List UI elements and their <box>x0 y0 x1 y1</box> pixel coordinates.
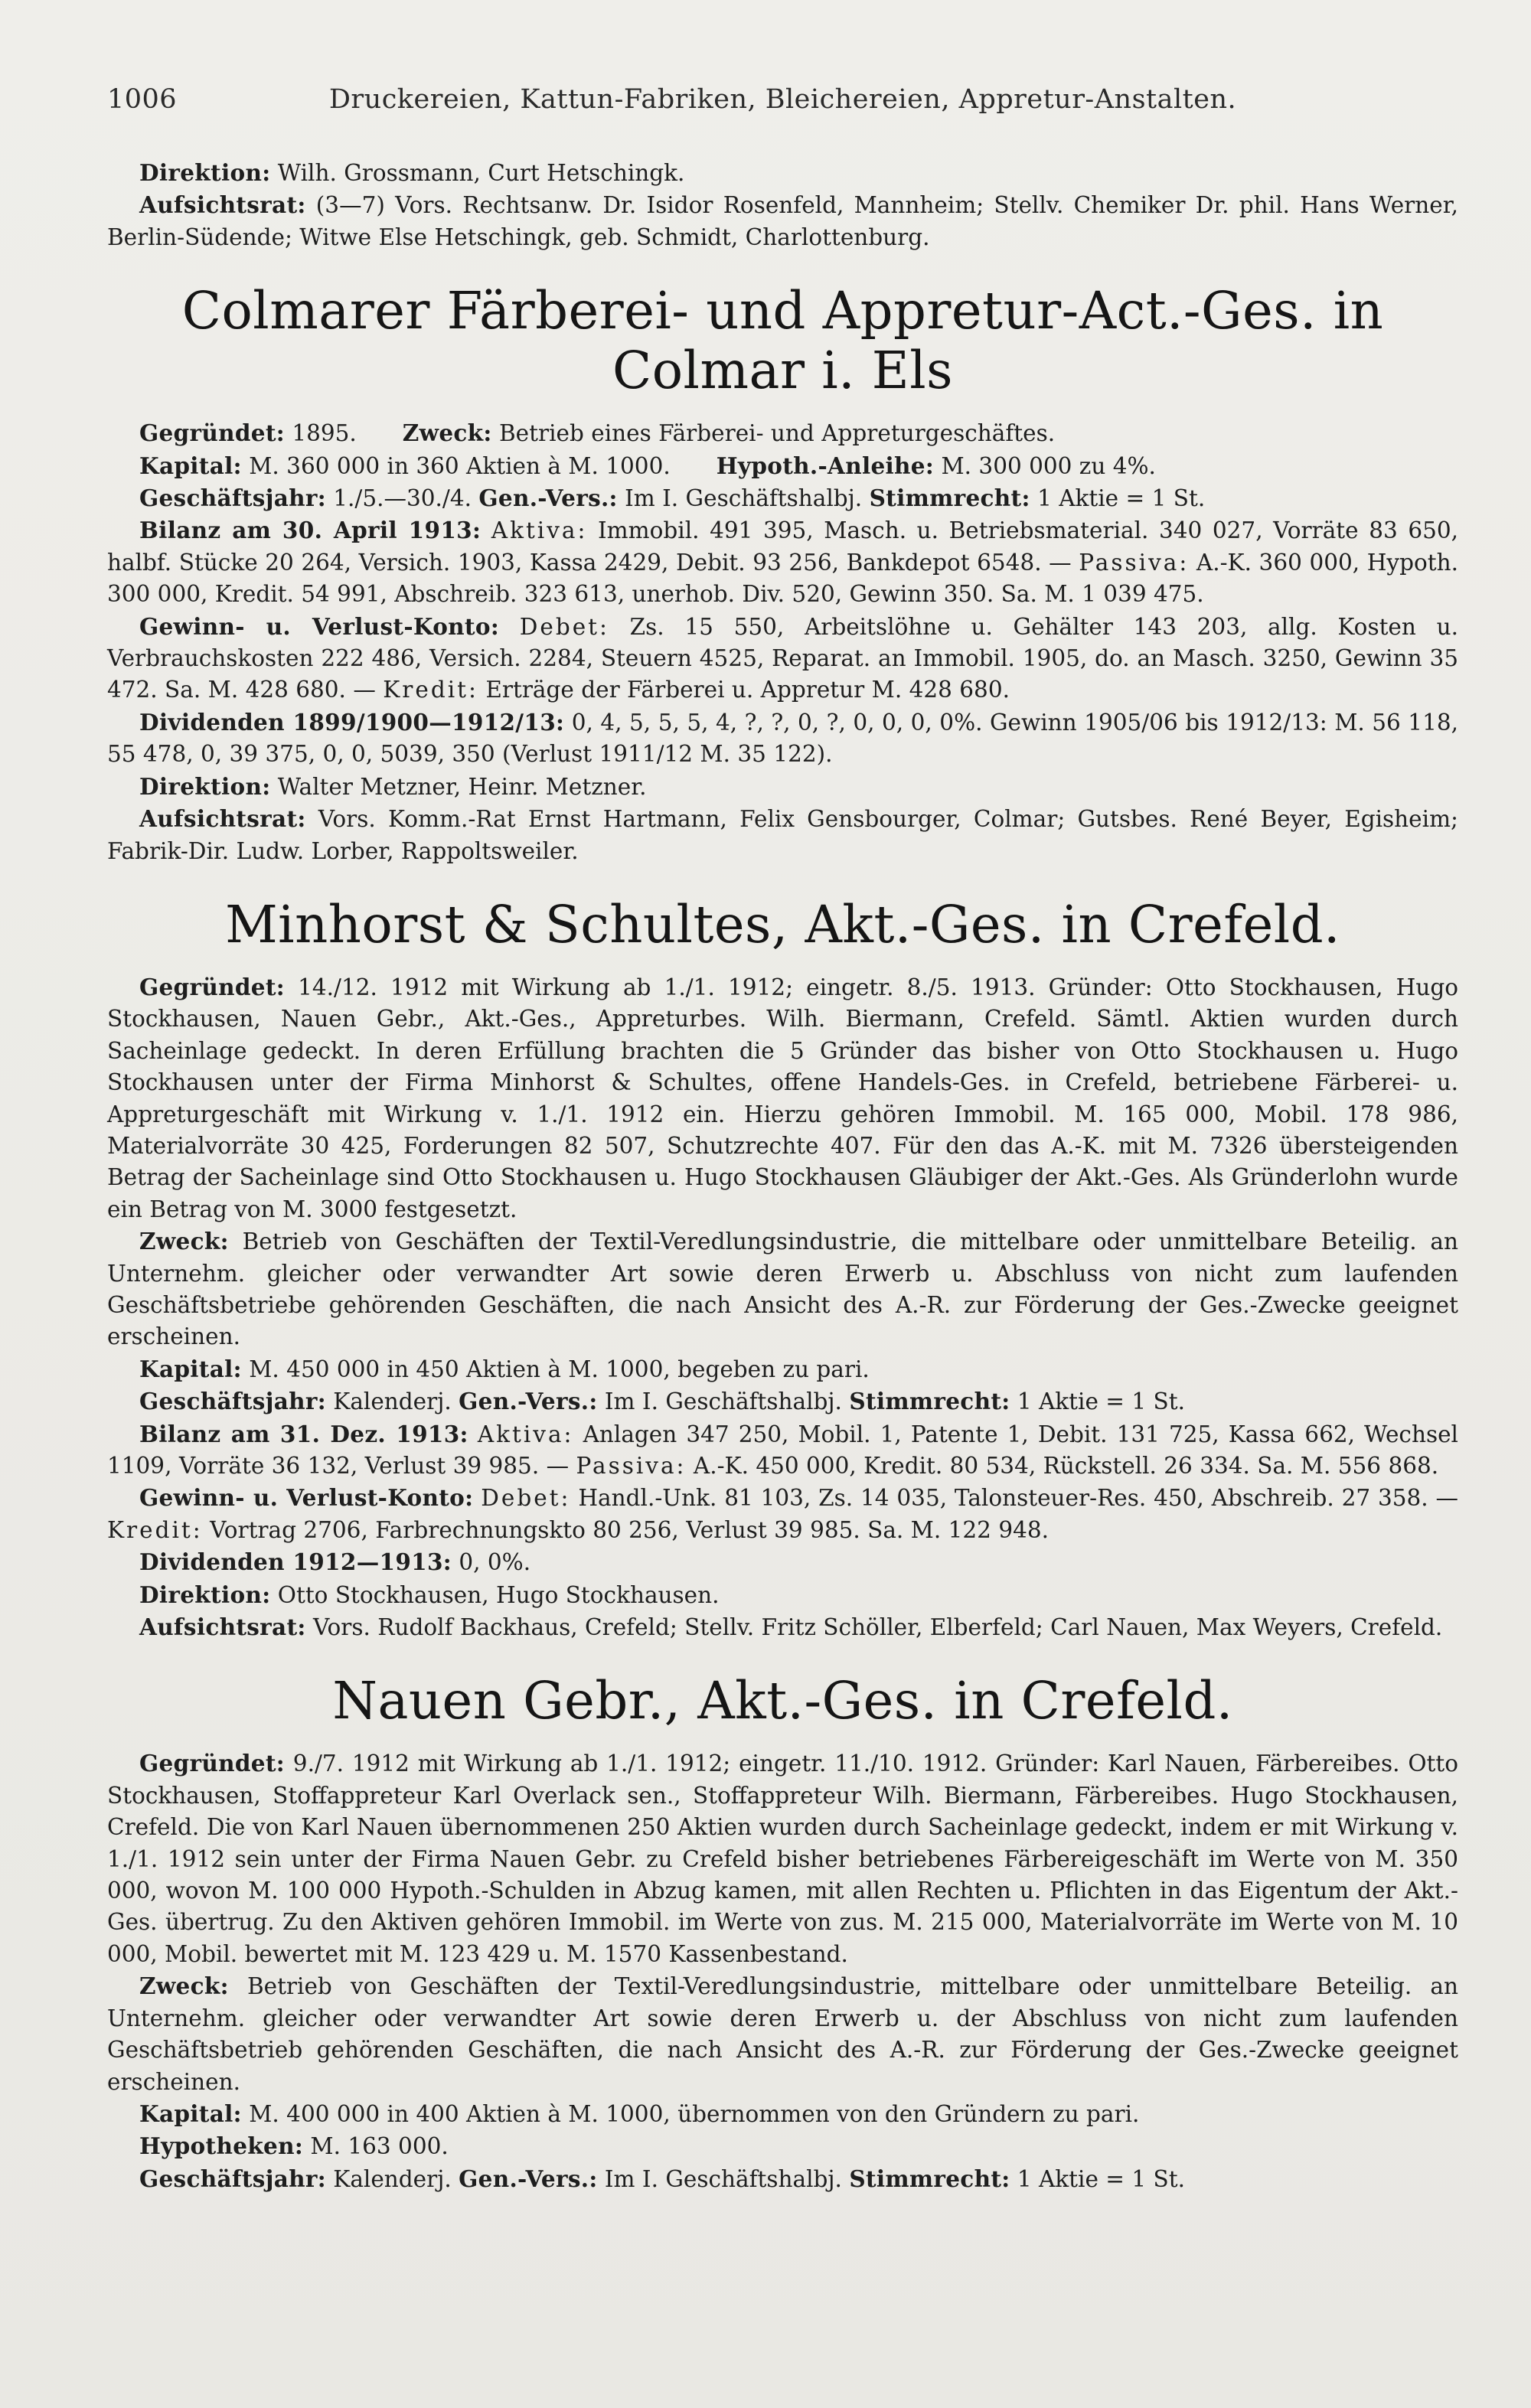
intro-aufsichtsrat: Aufsichtsrat: (3—7) Vors. Rechtsanw. Dr. Isidor Rosenfeld, Mannheim; Stellv. Chemiker Dr. phil. Hans Werner, Berlin-Südende; Witwe Else Hetschingk, geb. Schmidt, Charlottenburg. <box>107 191 1458 250</box>
minhorst-geschaeftsjahr: Geschäftsjahr: Kalenderj. Gen.-Vers.: Im I. Geschäftshalbj. Stimmrecht: 1 Aktie = 1 St. <box>139 1388 1185 1415</box>
nauen-geschaeftsjahr: Geschäftsjahr: Kalenderj. Gen.-Vers.: Im I. Geschäftshalbj. Stimmrecht: 1 Aktie = 1 St. <box>139 2165 1185 2192</box>
nauen-entry <box>107 1671 1458 2195</box>
colmar-gegruendet-zweck: Gegründet: 1895. Zweck: Betrieb eines Färberei- und Appreturgeschäftes. <box>139 419 1056 447</box>
running-title: Druckereien, Kattun-Fabriken, Bleichereien, Appretur-Anstalten. <box>328 84 1237 115</box>
colmar-entry <box>107 281 1458 867</box>
intro-direktion: Direktion: Wilh. Grossmann, Curt Hetschingk. <box>139 159 685 186</box>
minhorst-gegruendet: Gegründet: 14./12. 1912 mit Wirkung ab 1./1. 1912; eingetr. 8./5. 1913. Gründer: Otto Stockhausen, Hugo Stockhausen, Nauen Gebr., Akt.-Ges., Appreturbes. Wilh. Biermann, Crefeld. Sämtl. Aktien wurden durch Sacheinlage gedeckt. In deren Erfüllung brachten die 5 Gründer das bisher von Otto Stockhausen u. Hugo Stockhausen unter der Firma Minhorst & Schultes, offene Handels-Ges. in Crefeld, betriebene Färberei- u. Appreturgeschäft mit Wirkung v. 1./1. 1912 ein. Hierzu gehören Immobil. M. 165 000, Mobil. 178 986, Materialvorräte 30 425, Forderungen 82 507, Schutzrechte 407. Für den das A.-K. mit M. 7326 übersteigenden Betrag der Sacheinlage sind Otto Stockhausen u. Hugo Stockhausen Gläubiger der Akt.-Ges. Als Gründerlohn wurde ein Betrag von M. 3000 festgesetzt. <box>107 973 1458 1222</box>
colmar-kapital: Kapital: M. 360 000 in 360 Aktien à M. 1000. Hypoth.-Anleihe: M. 300 000 zu 4%. <box>139 452 1156 479</box>
nauen-zweck: Zweck: Betrieb von Geschäften der Textil-Veredlungsindustrie, mittelbare oder unmittelbare Beteilig. an Unternehm. gleicher oder verwandter Art sowie deren Erwerb u. der Abschluss von nicht zum laufenden Geschäftsbetrieb gehörenden Geschäften, die nach Ansicht des A.-R. zur Förderung der Ges.-Zwecke geeignet erscheinen. <box>107 1972 1458 2095</box>
minhorst-dividenden: Dividenden 1912—1913: 0, 0%. <box>139 1548 531 1576</box>
minhorst-entry <box>107 895 1458 1644</box>
minhorst-title: Minhorst & Schultes, Akt.-Ges. in Crefeld. <box>225 894 1340 954</box>
nauen-gegruendet: Gegründet: 9./7. 1912 mit Wirkung ab 1./1. 1912; eingetr. 11./10. 1912. Gründer: Karl Nauen, Färbereibes. Otto Stockhausen, Stoffappreteur Karl Overlack sen., Stoffappreteur Wilh. Biermann, Färbereibes. Hugo Stockhausen, Crefeld. Die von Karl Nauen übernommenen 250 Aktien wurden durch Sacheinlage gedeckt, indem er mit Wirkung v. 1./1. 1912 sein unter der Firma Nauen Gebr. zu Crefeld bisher betriebenes Färbereigeschäft im Werte von M. 350 000, wovon M. 100 000 Hypoth.-Schulden in Abzug kamen, mit allen Rechten u. Pflichten in das Eigentum der Akt.-Ges. übertrug. Zu den Aktiven gehören Immobil. im Werte von zus. M. 215 000, Materialvorräte im Werte von M. 10 000, Mobil. bewertet mit M. 123 429 u. M. 1570 Kassenbestand. <box>107 1750 1458 1967</box>
nauen-kapital: Kapital: M. 400 000 in 400 Aktien à M. 1000, übernommen von den Gründern zu pari. <box>139 2100 1140 2127</box>
colmar-direktion: Direktion: Walter Metzner, Heinr. Metzner. <box>139 772 647 800</box>
colmar-bilanz: Bilanz am 30. April 1913: Aktiva: Immobil. 491 395, Masch. u. Betriebsmaterial. 340 027, Vorräte 83 650, halbf. Stücke 20 264, Versich. 1903, Kassa 2429, Debit. 93 256, Bankdepot 6548. — Passiva: A.-K. 360 000, Hypoth. 300 000, Kredit. 54 991, Abschreib. 323 613, unerhob. Div. 520, Gewinn 350. Sa. M. 1 039 475. <box>107 517 1459 608</box>
minhorst-kapital: Kapital: M. 450 000 in 450 Aktien à M. 1000, begeben zu pari. <box>139 1355 870 1382</box>
running-header <box>107 84 1458 115</box>
minhorst-bilanz: Bilanz am 31. Dez. 1913: Aktiva: Anlagen 347 250, Mobil. 1, Patente 1, Debit. 131 725, Kassa 662, Wechsel 1109, Vorräte 36 132, Verlust 39 985. — Passiva: A.-K. 450 000, Kredit. 80 534, Rückstell. 26 334. Sa. M. 556 868. <box>107 1420 1458 1479</box>
minhorst-aufsichtsrat: Aufsichtsrat: Vors. Rudolf Backhaus, Crefeld; Stellv. Fritz Schöller, Elberfeld; Carl Nauen, Max Weyers, Crefeld. <box>139 1613 1443 1641</box>
colmar-geschaeftsjahr: Geschäftsjahr: 1./5.—30./4. Gen.-Vers.: Im I. Geschäftshalbj. Stimmrecht: 1 Aktie = 1 St. <box>139 485 1206 512</box>
nauen-hypotheken: Hypotheken: M. 163 000. <box>139 2132 449 2160</box>
minhorst-zweck: Zweck: Betrieb von Geschäften der Textil-Veredlungsindustrie, die mittelbare oder unmittelbare Beteilig. an Unternehm. gleicher oder verwandter Art sowie deren Erwerb u. Abschluss von nicht zum laufenden Geschäftsbetriebe gehörenden Geschäften, die nach Ansicht des A.-R. zur Förderung der Ges.-Zwecke geeignet erscheinen. <box>107 1228 1458 1350</box>
intro-section <box>107 157 1458 253</box>
colmar-title: Colmarer Färberei- und Appretur-Act.-Ges. in Colmar i. Els <box>181 281 1384 401</box>
colmar-aufsichtsrat: Aufsichtsrat: Vors. Komm.-Rat Ernst Hartmann, Felix Gensbourger, Colmar; Gutsbes. René Beyer, Egisheim; Fabrik-Dir. Ludw. Lorber, Rappoltsweiler. <box>107 805 1458 864</box>
colmar-guv: Gewinn- u. Verlust-Konto: Debet: Zs. 15 550, Arbeitslöhne u. Gehälter 143 203, allg. Kosten u. Verbrauchskosten 222 486, Versich. 2284, Steuern 4525, Reparat. an Immobil. 1905, do. an Masch. 3250, Gewinn 35 472. Sa. M. 428 680. — Kredit: Erträge der Färberei u. Appretur M. 428 680. <box>107 612 1458 703</box>
minhorst-direktion: Direktion: Otto Stockhausen, Hugo Stockhausen. <box>139 1581 720 1608</box>
colmar-dividenden: Dividenden 1899/1900—1912/13: 0, 4, 5, 5, 5, 4, ?, ?, 0, ?, 0, 0, 0, 0%. Gewinn 1905/06 bis 1912/13: M. 56 118, 55 478, 0, 39 375, 0, 0, 5039, 350 (Verlust 1911/12 M. 35 122). <box>107 708 1458 768</box>
nauen-title: Nauen Gebr., Akt.-Ges. in Crefeld. <box>332 1671 1233 1731</box>
minhorst-guv: Gewinn- u. Verlust-Konto: Debet: Handl.-Unk. 81 103, Zs. 14 035, Talonsteuer-Res. 450, Abschreib. 27 358. — Kredit: Vortrag 2706, Farbrechnungskto 80 256, Verlust 39 985. Sa. M. 122 948. <box>107 1484 1458 1543</box>
page-number: 1006 <box>107 84 178 115</box>
